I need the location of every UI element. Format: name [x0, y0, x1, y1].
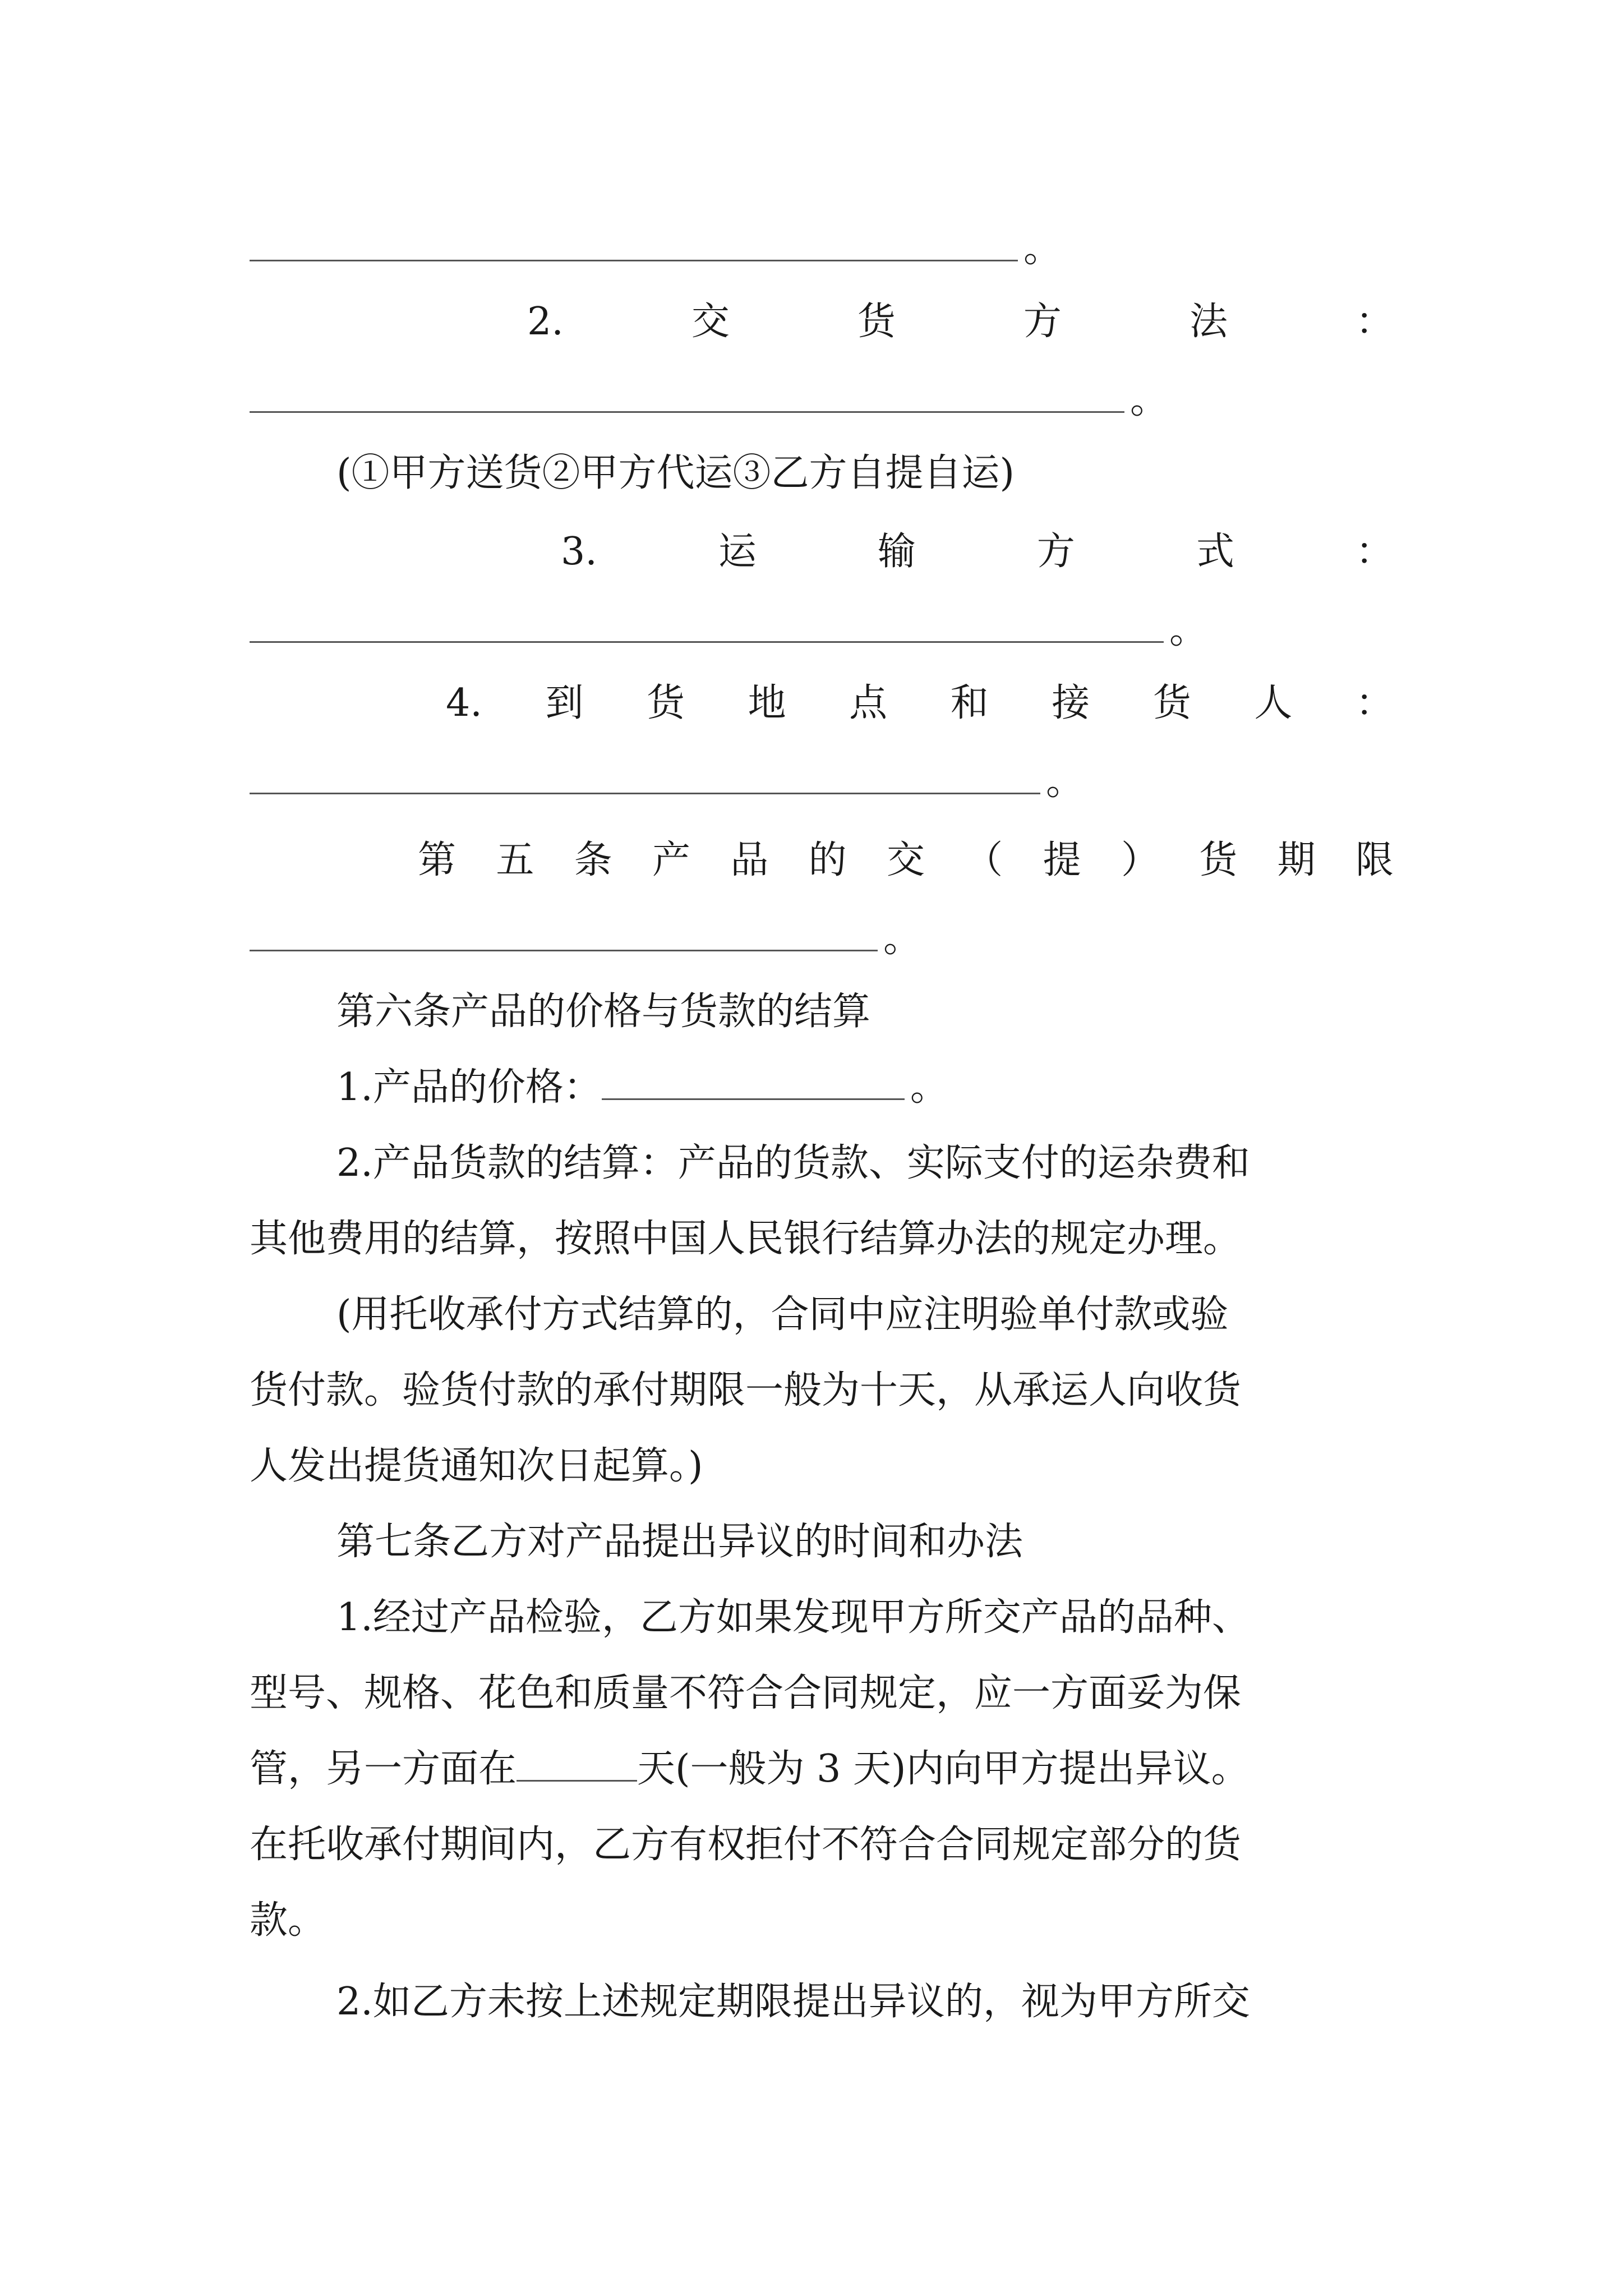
- blank-underline: [250, 945, 878, 951]
- heading-char: 期: [1277, 838, 1316, 882]
- paragraph-text: (用托收承付方式结算的，合同中应注明验单付款或验: [336, 1292, 1229, 1337]
- paragraph-text: 2.如乙方未按上述规定期限提出异议的，视为甲方所交: [336, 1980, 1250, 2024]
- colon: ：: [1355, 681, 1394, 725]
- heading-char: 第: [418, 838, 457, 882]
- item-number: 2.: [527, 300, 564, 344]
- paragraph-line: [336, 1980, 1481, 2024]
- price-label: 1.产品的价格：: [336, 1065, 602, 1110]
- blank-underline: [250, 637, 1164, 643]
- heading-char: 限: [1355, 838, 1394, 882]
- heading-char: （: [965, 838, 1003, 882]
- heading-char: ）: [1121, 838, 1159, 882]
- paragraph-line: [250, 1444, 1394, 1488]
- item-number: 4.: [446, 681, 482, 725]
- paragraph-text: 2.产品货款的结算：产品的货款、实际支付的运杂费和: [336, 1141, 1250, 1185]
- period: 。: [1169, 608, 1208, 652]
- heading-char: 提: [1043, 838, 1081, 882]
- paragraph-line: [250, 1671, 1394, 1715]
- heading-char: 产: [652, 838, 690, 882]
- heading-char: 品: [730, 838, 769, 882]
- paragraph-text: 人发出提货通知次日起算。): [250, 1444, 703, 1488]
- period: 。: [1130, 378, 1169, 422]
- paragraph-text: 型号、规格、花色和质量不符合合同规定，应一方面妥为保: [250, 1671, 1242, 1715]
- paragraph-text: 天(一般为 3 天)内向甲方提出异议。: [637, 1747, 1249, 1791]
- paragraph-line: [250, 1217, 1394, 1261]
- period: 。: [1046, 760, 1085, 804]
- article5-heading: [250, 838, 1394, 882]
- heading-char: 条: [574, 838, 612, 882]
- heading-char: 方: [1036, 530, 1075, 574]
- heading-char: 方: [1023, 300, 1062, 344]
- heading-char: 式: [1196, 530, 1234, 574]
- heading-char: 运: [718, 530, 757, 574]
- period: 。: [910, 1065, 948, 1110]
- fill-blank-line: [250, 760, 1394, 804]
- heading-char: 和: [950, 681, 989, 725]
- fill-blank-line: [250, 378, 1394, 422]
- paragraph-text: 在托收承付期间内，乙方有权拒付不符合合同规定部分的货: [250, 1823, 1242, 1867]
- heading-char: 输: [877, 530, 916, 574]
- heading-char: 的: [808, 838, 847, 882]
- blank-underline: [602, 1094, 905, 1100]
- paragraph-text: 款。: [250, 1898, 326, 1943]
- paragraph-line: [250, 1368, 1394, 1412]
- paragraph-text: 1.经过产品检验，乙方如果发现甲方所交产品的品种、: [336, 1595, 1250, 1640]
- blank-underline: [250, 255, 1018, 261]
- article-title: 第六条产品的价格与货款的结算: [336, 990, 871, 1034]
- colon: ：: [1355, 300, 1394, 344]
- heading-char: 货: [857, 300, 896, 344]
- heading-char: 到: [545, 681, 584, 725]
- heading-char: 法: [1189, 300, 1228, 344]
- period: 。: [1023, 227, 1062, 271]
- fill-blank-line: [250, 608, 1394, 652]
- article-title: 第七条乙方对产品提出异议的时间和办法: [336, 1520, 1023, 1564]
- delivery-method-heading: [250, 300, 1394, 344]
- fill-blank-line: [250, 227, 1394, 271]
- paragraph-line: [250, 1898, 1394, 1943]
- heading-char: 货: [1152, 681, 1191, 725]
- heading-char: 人: [1254, 681, 1293, 725]
- article6-title: [336, 990, 1481, 1034]
- price-line: [336, 1065, 1481, 1110]
- blank-underline: [250, 407, 1124, 413]
- colon: ：: [1355, 530, 1394, 574]
- heading-char: 交: [886, 838, 925, 882]
- blank-underline: [517, 1775, 637, 1782]
- delivery-options: [336, 451, 1481, 495]
- blank-underline: [250, 788, 1040, 794]
- paragraph-text: 货付款。验货付款的承付期限一般为十天，从承运人向收货: [250, 1368, 1242, 1412]
- transport-method-heading: [250, 530, 1394, 574]
- fill-blank-line: [250, 917, 1394, 961]
- heading-char: 货: [647, 681, 685, 725]
- paragraph-line: [250, 1747, 1394, 1791]
- paragraph-text: 其他费用的结算，按照中国人民银行结算办法的规定办理。: [250, 1217, 1242, 1261]
- heading-char: 接: [1052, 681, 1090, 725]
- heading-char: 五: [496, 838, 534, 882]
- heading-char: 货: [1199, 838, 1238, 882]
- article7-title: [336, 1520, 1481, 1564]
- heading-char: 地: [748, 681, 786, 725]
- period: 。: [883, 917, 922, 961]
- paragraph-line: [250, 1823, 1394, 1867]
- paragraph-line: [336, 1292, 1481, 1337]
- paragraph-text: 管，另一方面在: [250, 1747, 517, 1791]
- arrival-place-heading: [250, 681, 1394, 725]
- paragraph-line: [336, 1595, 1481, 1640]
- paragraph-line: [336, 1141, 1481, 1185]
- heading-char: 交: [691, 300, 730, 344]
- heading-char: 点: [849, 681, 888, 725]
- delivery-options-text: (①甲方送货②甲方代运③乙方自提自运): [336, 451, 1015, 495]
- item-number: 3.: [561, 530, 597, 574]
